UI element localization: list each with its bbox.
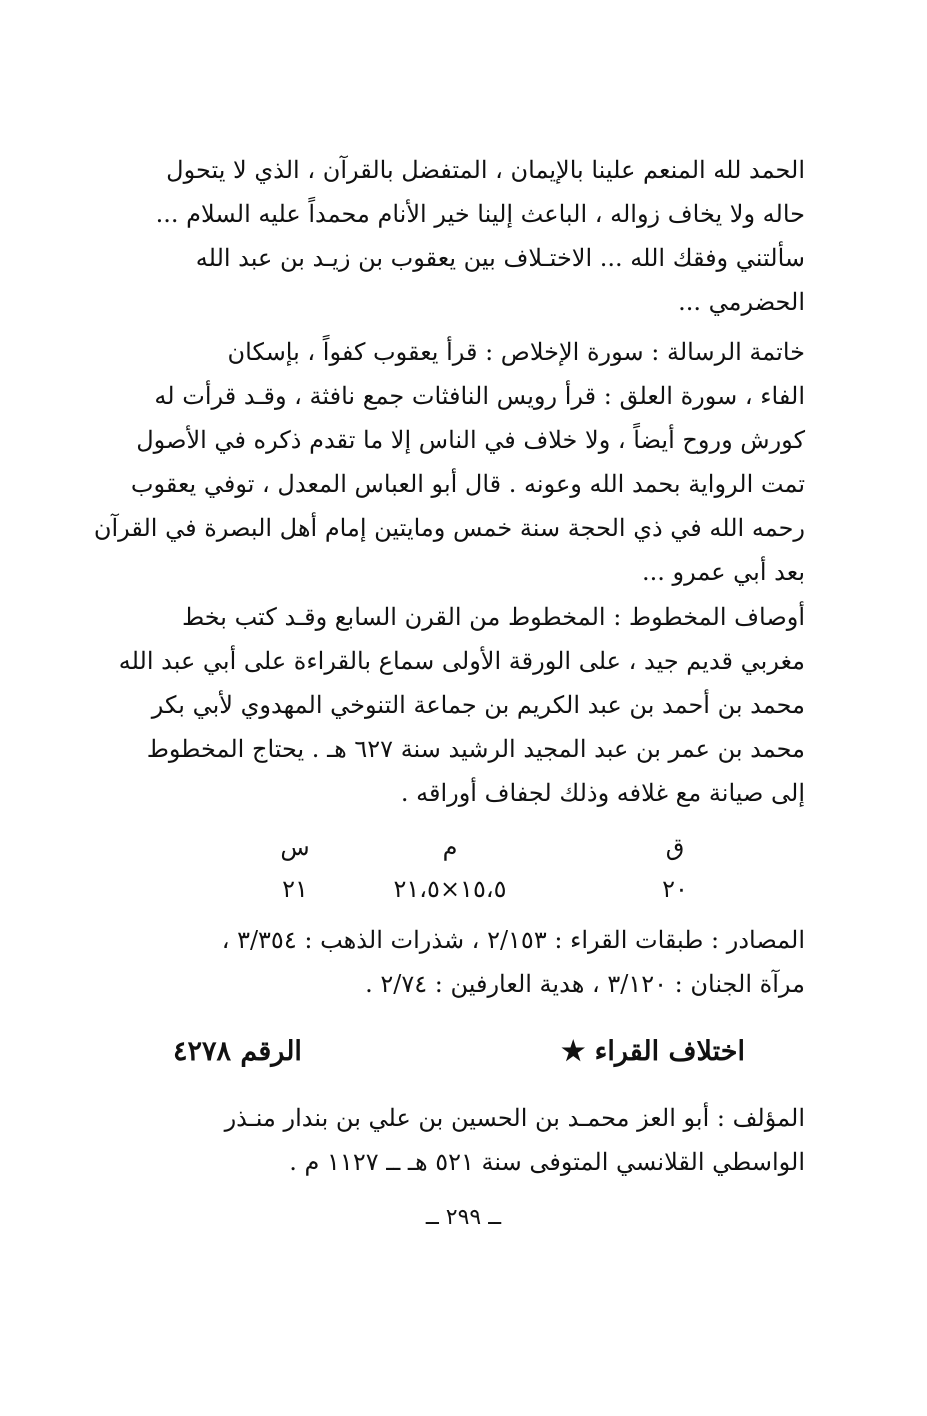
- text-line: المؤلف : أبو العز محمـد بن الحسين بن علي بن بندار منـذر: [224, 1104, 805, 1132]
- entry-number: الرقم ٤٢٧٨: [173, 1036, 302, 1067]
- stat-label: س: [280, 833, 310, 861]
- text-line: أوصاف المخطوط : المخطوط من القرن السابع وقـد كتب بخط: [182, 603, 805, 631]
- text-line: خاتمة الرسالة : سورة الإخلاص : قرأ يعقوب كفواً ، بإسكان: [227, 338, 805, 366]
- text-line: مغربي قديم جيد ، على الورقة الأولى سماع بالقراءة على أبي عبد الله: [118, 647, 805, 675]
- stat-dimensions: [370, 826, 530, 910]
- text-line: مرآة الجنان : ٣/١٢٠ ، هدية العارفين : ٢/٧٤ .: [365, 970, 805, 998]
- text-line: الحضرمي ...: [678, 288, 805, 316]
- text-line: محمد بن عمر بن عبد المجيد الرشيد سنة ٦٢٧ هـ . يحتاج المخطوط: [146, 735, 805, 763]
- text-line: كورش وروح أيضاً ، ولا خلاف في الناس إلا ما تقدم ذكره في الأصول: [136, 426, 805, 454]
- text-line: سألتني وفقك الله ... الاختـلاف بين يعقوب بن زيـد بن عبد الله: [195, 244, 805, 272]
- stat-folios: [645, 826, 705, 910]
- page-number: ــ ٢٩٩ ــ: [425, 1205, 502, 1230]
- sources-paragraph: [155, 918, 805, 1006]
- intro-paragraph: [155, 148, 805, 324]
- text-line: رحمه الله في ذي الحجة سنة خمس ومايتين إمام أهل البصرة في القرآن: [93, 514, 805, 542]
- entry-title: اختلاف القراء ★: [561, 1036, 745, 1067]
- stat-label: م: [442, 833, 458, 861]
- text-line: تمت الرواية بحمد الله وعونه . قال أبو العباس المعدل ، توفي يعقوب: [130, 470, 805, 498]
- conclusion-paragraph: [93, 330, 805, 594]
- text-line: حاله ولا يخاف زواله ، الباعث إلينا خير الأنام محمداً عليه السلام ...: [155, 200, 805, 228]
- stat-value: ١٥،٥×٢١،٥: [393, 875, 507, 903]
- stat-value: ٢٠: [662, 875, 688, 903]
- text-line: محمد بن أحمد بن عبد الكريم بن جماعة التنوخي المهدوي لأبي بكر: [151, 691, 805, 719]
- entry-heading: [155, 1030, 805, 1078]
- stat-value: ٢١: [282, 875, 308, 903]
- stat-label: ق: [665, 833, 685, 861]
- text-line: الحمد لله المنعم علينا بالإيمان ، المتفضل بالقرآن ، الذي لا يتحول: [166, 156, 805, 184]
- text-line: الفاء ، سورة العلق : قرأ رويس النافثات جمع نافثة ، وقـد قرأت له: [154, 382, 805, 410]
- author-paragraph: [155, 1096, 805, 1184]
- text-line: إلى صيانة مع غلافه وذلك لجفاف أوراقه .: [400, 779, 805, 807]
- text-line: المصادر : طبقات القراء : ٢/١٥٣ ، شذرات الذهب : ٣/٣٥٤ ،: [221, 926, 805, 954]
- text-line: الواسطي القلانسي المتوفى سنة ٥٢١ هـ ــ ١١٢٧ م .: [289, 1148, 805, 1176]
- stat-lines: [265, 826, 325, 910]
- manuscript-description-paragraph: [118, 595, 805, 815]
- text-line: بعد أبي عمرو ...: [641, 558, 805, 586]
